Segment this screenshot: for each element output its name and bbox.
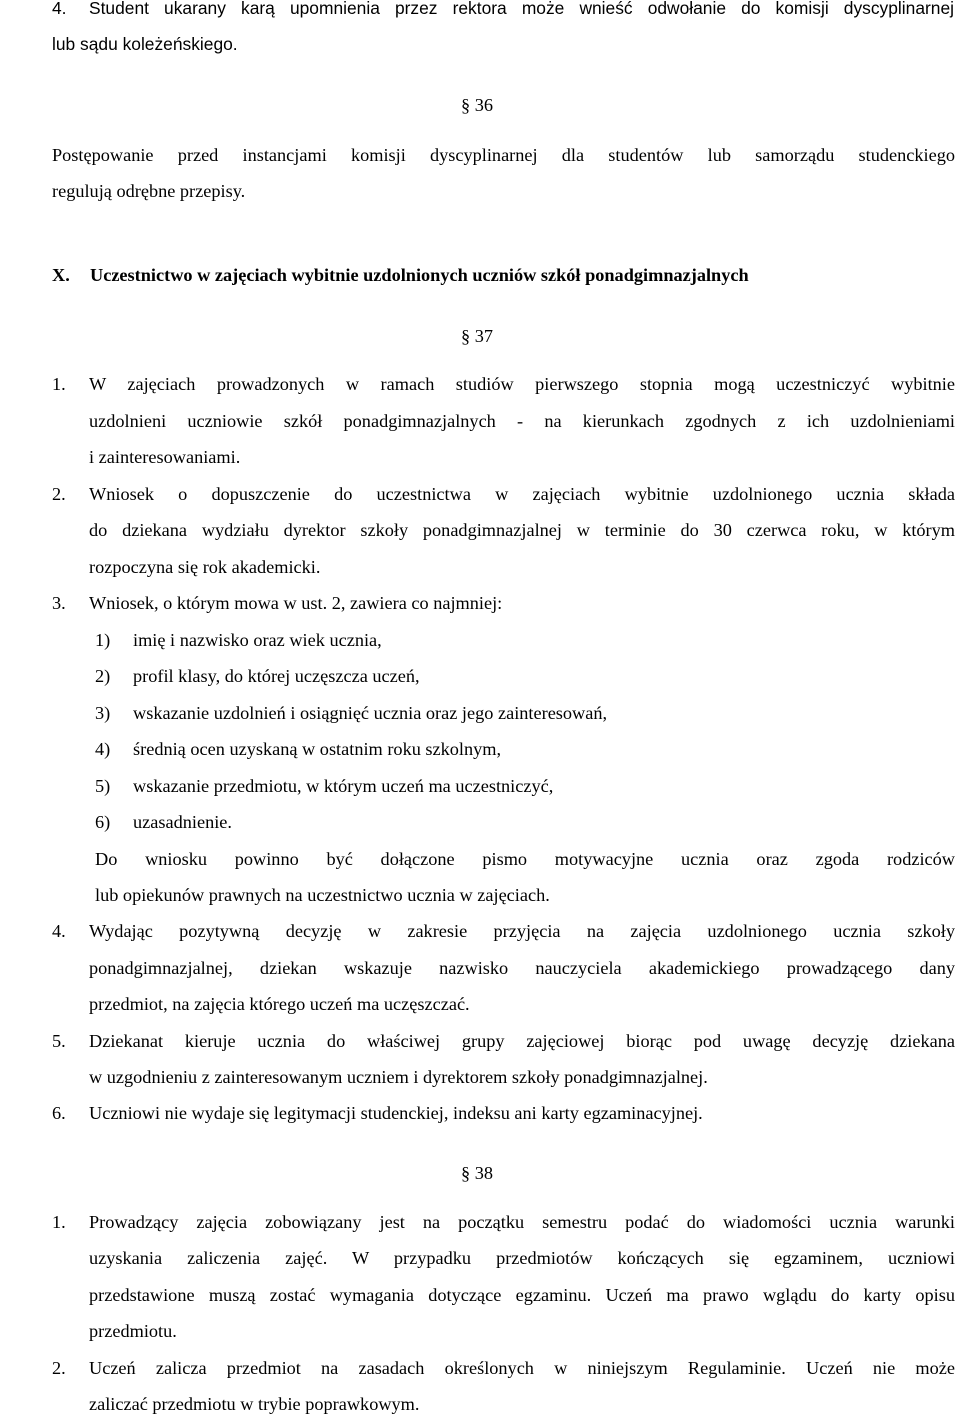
list-item: wskazanie przedmiotu, w którym uczeń ma uczestniczyć, [133, 776, 554, 796]
list-item-number: 6) [95, 812, 111, 832]
list-item-number: 1) [95, 630, 111, 650]
list-item: profil klasy, do której uczęszcza uczeń, [133, 666, 420, 686]
paragraph-line: Uczniowi nie wydaje się legitymacji studenckiej, indeksu ani karty egzaminacyjnej. [89, 1103, 703, 1123]
section-mark: § 38 [461, 1163, 493, 1183]
list-item: imię i nazwisko oraz wiek ucznia, [133, 630, 382, 650]
paragraph-line: przedmiotu. [89, 1321, 177, 1341]
paragraph-line: i zainteresowaniami. [89, 447, 241, 467]
paragraph-line: Postępowanie przed instancjami komisji dyscyplinarnej dla studentów lub samorządu studenckiego [52, 145, 955, 165]
item-number: 2. [52, 484, 66, 504]
chapter-title: Uczestnictwo w zajęciach wybitnie uzdolnionych uczniów szkół ponadgimnazjalnych [90, 265, 749, 285]
paragraph-line: do dziekana wydziału dyrektor szkoły ponadgimnazjalnej w terminie do 30 czerwca roku, w którym [89, 520, 955, 540]
paragraph-line: lub sądu koleżeńskiego. [52, 34, 238, 54]
list-item: średnią ocen uzyskaną w ostatnim roku szkolnym, [133, 739, 502, 759]
paragraph-line: W zajęciach prowadzonych w ramach studiów pierwszego stopnia mogą uczestniczyć wybitnie [89, 374, 955, 394]
section-mark: § 37 [461, 326, 493, 346]
list-item: wskazanie uzdolnień i osiągnięć ucznia oraz jego zainteresowań, [133, 703, 608, 723]
list-item-number: 5) [95, 776, 111, 796]
item-number: 6. [52, 1103, 66, 1123]
item-number: 4. [52, 921, 66, 941]
paragraph-line: przedstawione muszą zostać wymagania dotyczące egzaminu. Uczeń ma prawo wglądu do karty opisu [89, 1285, 955, 1305]
paragraph-line: Prowadzący zajęcia zobowiązany jest na początku semestru podać do wiadomości ucznia warunki [89, 1212, 955, 1232]
paragraph-line: lub opiekunów prawnych na uczestnictwo ucznia w zajęciach. [95, 885, 550, 905]
item-number: 3. [52, 593, 66, 613]
item-number: 5. [52, 1031, 66, 1051]
paragraph-line: Wniosek o dopuszczenie do uczestnictwa w zajęciach wybitnie uzdolnionego ucznia składa [89, 484, 955, 504]
paragraph-line: Wniosek, o którym mowa w ust. 2, zawiera co najmniej: [89, 593, 503, 613]
paragraph-line: przedmiot, na zajęcia którego uczeń ma uczęszczać. [89, 994, 470, 1014]
paragraph-line: Uczeń zalicza przedmiot na zasadach określonych w niniejszym Regulaminie. Uczeń nie może [89, 1358, 955, 1378]
paragraph-line: rozpoczyna się rok akademicki. [89, 557, 321, 577]
paragraph-line: zaliczać przedmiotu w trybie poprawkowym. [89, 1394, 420, 1414]
paragraph-line: uzdolnieni uczniowie szkół ponadgimnazjalnych - na kierunkach zgodnych z ich uzdolnieniami [89, 411, 955, 431]
item-number: 2. [52, 1358, 66, 1378]
paragraph-line: Wydając pozytywną decyzję w zakresie przyjęcia na zajęcia uzdolnionego ucznia szkoły [89, 921, 955, 941]
paragraph-line: Do wniosku powinno być dołączone pismo motywacyjne ucznia oraz zgoda rodziców [95, 849, 955, 869]
item-number: 1. [52, 1212, 66, 1232]
item-number: 4. [52, 0, 67, 18]
chapter-number: X. [52, 265, 70, 285]
list-item-number: 3) [95, 703, 111, 723]
paragraph-line: regulują odrębne przepisy. [52, 181, 246, 201]
item-number: 1. [52, 374, 66, 394]
paragraph-line: ponadgimnazjalnej, dziekan wskazuje nazwisko nauczyciela akademickiego prowadzącego dany [89, 958, 955, 978]
paragraph-line: uzyskania zaliczenia zajęć. W przypadku przedmiotów kończących się egzaminem, uczniowi [89, 1248, 955, 1268]
list-item-number: 4) [95, 739, 111, 759]
paragraph-line: w uzgodnieniu z zainteresowanym uczniem i dyrektorem szkoły ponadgimnazjalnej. [89, 1067, 708, 1087]
paragraph-line: Student ukarany karą upomnienia przez rektora może wnieść odwołanie do komisji dyscyplinarnej [89, 0, 954, 18]
section-mark: § 36 [461, 95, 493, 115]
list-item: uzasadnienie. [133, 812, 232, 832]
list-item-number: 2) [95, 666, 111, 686]
paragraph-line: Dziekanat kieruje ucznia do właściwej grupy zajęciowej biorąc pod uwagę decyzję dziekana [89, 1031, 955, 1051]
